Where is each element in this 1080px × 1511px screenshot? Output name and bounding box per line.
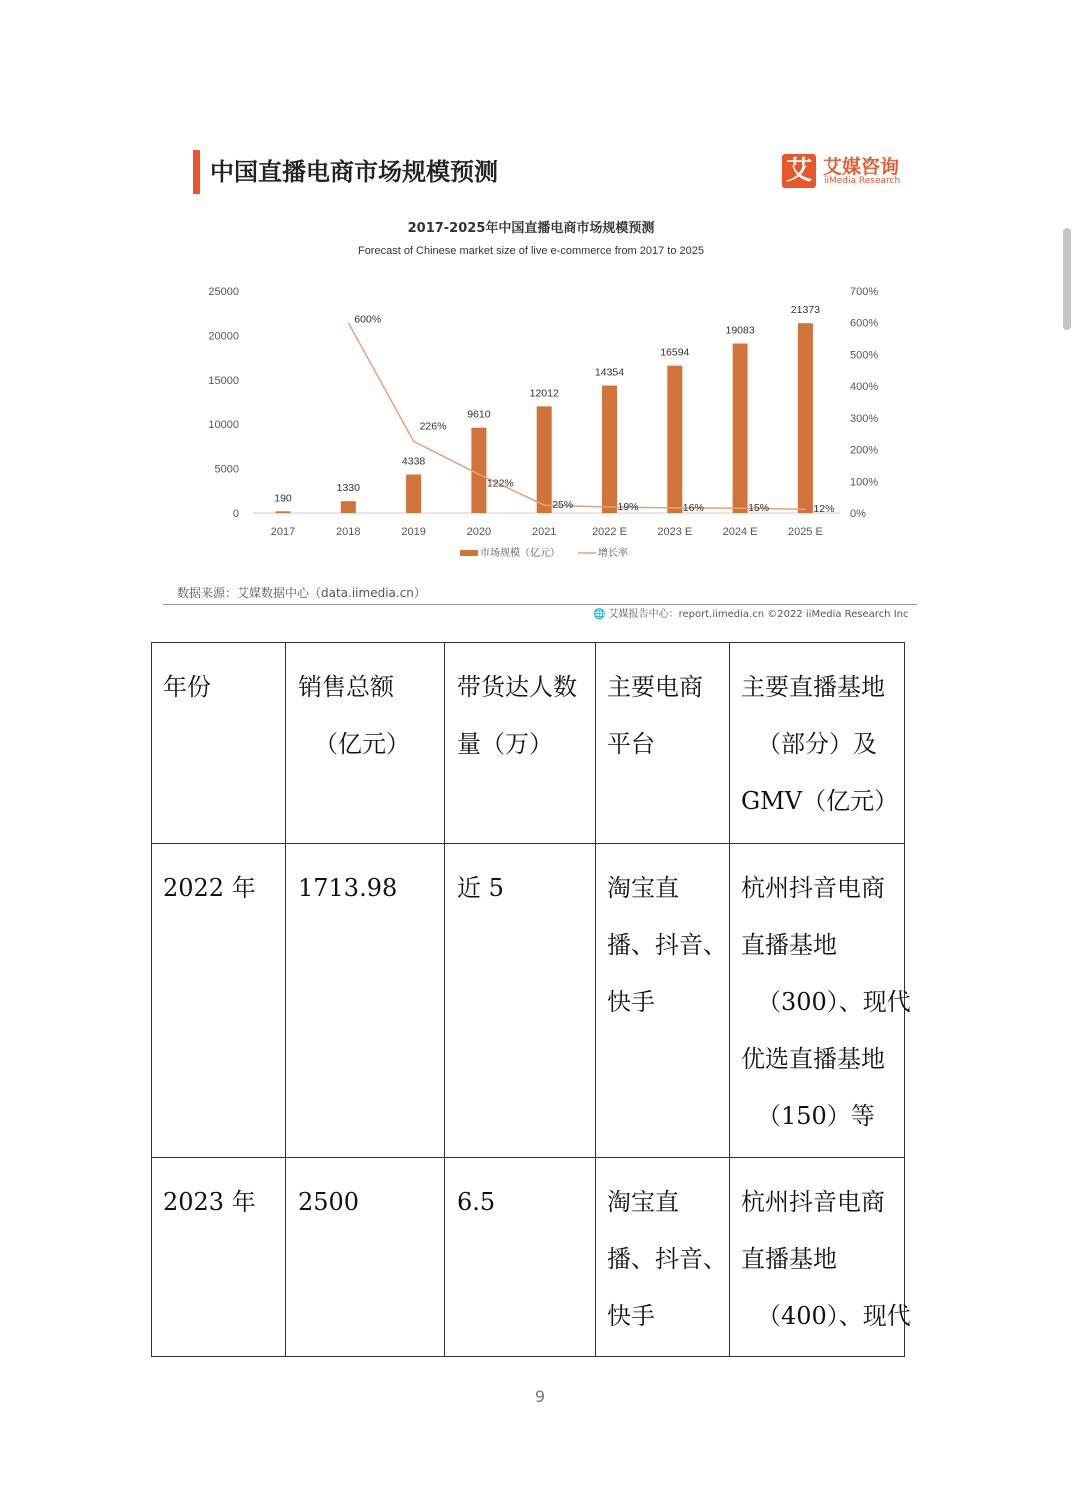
right-axis-tick: 200% — [850, 444, 879, 457]
cell-line: 带货达人数 — [457, 673, 577, 701]
cell-line: 播、抖音、 — [607, 931, 727, 959]
legend-bar-label: 市场规模（亿元） — [480, 548, 560, 559]
bar-value-label: 14354 — [594, 366, 625, 379]
cell-line: （部分）及 — [757, 730, 877, 758]
cell-line: 直播基地 — [741, 1245, 837, 1273]
right-axis-tick: 100% — [850, 476, 879, 489]
page-number: 9 — [534, 1387, 546, 1406]
bar-value-label: 12012 — [529, 387, 559, 400]
header-cell — [298, 659, 410, 773]
right-axis-tick: 300% — [850, 412, 879, 425]
table-cell — [298, 860, 397, 917]
growth-rate-label: 12% — [813, 503, 835, 516]
left-axis-tick: 25000 — [208, 286, 239, 298]
x-axis-tick: 2022 E — [592, 526, 627, 538]
x-axis-tick: 2023 E — [657, 526, 693, 538]
table-cell — [607, 1174, 727, 1345]
cell-line: 直播基地 — [741, 931, 837, 959]
globe-icon: 🌐 — [593, 609, 606, 620]
cell-line: 播、抖音、 — [607, 1245, 727, 1273]
header-cell — [457, 659, 577, 773]
growth-rate-label: 122% — [486, 477, 514, 490]
cell-line: 淘宝直 — [607, 874, 679, 902]
left-axis-tick: 5000 — [214, 463, 239, 476]
bar — [537, 406, 552, 513]
cell-line: 近 5 — [457, 874, 504, 902]
header-accent-bar — [193, 150, 200, 194]
iimedia-logo — [782, 152, 908, 190]
bar — [406, 474, 421, 513]
table-cell — [741, 1174, 911, 1345]
growth-rate-label: 15% — [748, 502, 770, 515]
bar-value-label: 19083 — [725, 324, 755, 337]
x-axis-tick: 2025 E — [787, 526, 823, 538]
chart-subtitle: Forecast of Chinese market size of live e-commerce from 2017 to 2025 — [357, 245, 705, 257]
header-cell — [607, 659, 703, 773]
bar-value-label: 9610 — [467, 408, 491, 421]
page-title: 中国直播电商市场规模预测 — [210, 158, 498, 186]
left-axis-tick: 20000 — [208, 330, 239, 343]
table-cell — [298, 1174, 359, 1231]
chart-title: 2017-2025年中国直播电商市场规模预测 — [407, 221, 655, 236]
table-cell — [457, 1174, 495, 1231]
header-cell — [163, 659, 211, 716]
right-axis-tick: 600% — [850, 317, 879, 330]
chart-legend — [460, 546, 628, 559]
cell-line: 快手 — [607, 988, 655, 1016]
cell-line: （400）、现代 — [757, 1302, 911, 1330]
x-axis-tick: 2020 — [466, 526, 492, 538]
logo-english-name: iiMedia Research — [824, 176, 901, 186]
table-cell — [163, 860, 256, 917]
cell-line: 2500 — [298, 1188, 360, 1216]
logo-mark: 艾 — [782, 154, 816, 188]
right-axis-tick: 400% — [850, 381, 879, 394]
bar — [667, 366, 682, 513]
bar-value-label: 21373 — [790, 304, 821, 317]
legend-line-label: 增长率 — [598, 548, 628, 559]
data-source-note: 数据来源：艾媒数据中心（data.iimedia.cn） — [177, 586, 426, 600]
bar-value-label: 190 — [274, 492, 292, 505]
cell-line: 2023 年 — [163, 1188, 256, 1216]
cell-line: 快手 — [607, 1302, 655, 1330]
growth-rate-label: 226% — [419, 420, 447, 433]
bar — [341, 501, 356, 513]
cell-line: 2022 年 — [163, 874, 256, 902]
cell-line: 量（万） — [457, 730, 553, 758]
bar — [602, 386, 617, 513]
cell-line: 1713.98 — [298, 874, 398, 902]
live-commerce-table — [151, 642, 911, 1357]
bar — [798, 323, 813, 513]
bar — [733, 344, 748, 513]
cell-line: 年份 — [163, 673, 211, 701]
cell-line: 主要直播基地 — [741, 673, 885, 701]
cell-line: （亿元） — [314, 730, 410, 758]
growth-rate-label: 19% — [617, 500, 639, 513]
x-axis-tick: 2024 E — [722, 526, 758, 538]
right-axis-tick: 700% — [850, 286, 879, 298]
cell-line: 淘宝直 — [607, 1188, 679, 1216]
table-cell — [741, 860, 911, 1145]
cell-line: 优选直播基地 — [741, 1045, 885, 1073]
cell-line: 杭州抖音电商 — [741, 1188, 885, 1216]
table-cell — [457, 860, 504, 917]
left-axis-tick: 0 — [232, 508, 239, 520]
left-axis-tick: 15000 — [208, 374, 239, 387]
cell-line: 平台 — [607, 730, 655, 758]
growth-rate-label: 25% — [552, 499, 574, 512]
x-axis-tick: 2021 — [531, 526, 557, 538]
scrollbar[interactable] — [1063, 228, 1071, 330]
right-axis-tick: 0% — [850, 508, 866, 520]
logo-chinese-name: 艾媒咨询 — [823, 156, 900, 178]
left-axis-tick: 10000 — [208, 419, 239, 432]
bar-value-label: 16594 — [660, 346, 690, 359]
cell-line: GMV（亿元） — [741, 787, 899, 815]
right-axis-tick: 500% — [850, 349, 879, 362]
x-axis-tick: 2019 — [401, 526, 426, 538]
cell-line: （150）等 — [757, 1102, 875, 1130]
market-size-chart — [160, 205, 920, 570]
copyright-text: 艾媒报告中心：report.iimedia.cn ©2022 iiMedia Research Inc — [608, 609, 909, 620]
table-cell — [163, 1174, 256, 1231]
x-axis-tick: 2018 — [336, 526, 361, 538]
cell-line: 6.5 — [457, 1188, 496, 1216]
bar-value-label: 4338 — [401, 455, 426, 468]
cell-line: 主要电商 — [607, 673, 703, 701]
bar-value-label: 1330 — [336, 482, 360, 495]
cell-line: 销售总额 — [298, 673, 394, 701]
x-axis-tick: 2017 — [270, 526, 296, 538]
copyright-note — [593, 605, 909, 620]
cell-line: （300）、现代 — [757, 988, 911, 1016]
growth-rate-label: 16% — [682, 501, 704, 514]
table-cell — [607, 860, 727, 1031]
cell-line: 杭州抖音电商 — [741, 874, 885, 902]
header-cell — [741, 659, 898, 830]
bar — [471, 428, 486, 513]
bar — [276, 511, 291, 513]
legend-bar-swatch — [460, 550, 478, 556]
growth-rate-label: 600% — [354, 313, 382, 326]
